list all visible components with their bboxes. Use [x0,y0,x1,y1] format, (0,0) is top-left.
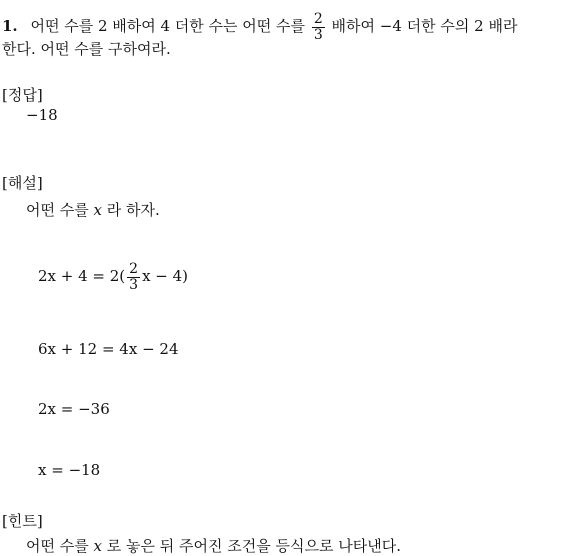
explanation-intro [26,199,160,220]
hint-text-after: 로 놓은 뒤 주어진 조건을 등식으로 나타낸다. [106,537,401,555]
question-line-2: 한다. 어떤 수를 구하여라. [2,40,171,58]
hint-text-before: 어떤 수를 [26,537,89,555]
equation-3: 2x = −36 [38,400,110,418]
explanation-heading: [해설] [2,174,43,192]
answer-heading: [정답] [2,86,43,104]
equation-1 [38,262,188,292]
explanation-intro-after: 라 하자. [106,201,160,219]
equation-4: x = −18 [38,461,101,479]
answer-value: −18 [26,106,58,124]
question-fraction [312,12,325,42]
question-number: 1. [2,17,18,36]
equation-1-fraction [127,262,140,292]
explanation-intro-variable: x [93,201,102,219]
equation-1-right: x − 4) [142,267,189,286]
question-text-part2: 배하여 −4 더한 수의 2 배라 [331,17,518,36]
equation-1-fraction-denominator: 3 [129,276,139,293]
equation-1-left: 2x + 4 = 2( [38,267,126,286]
question-fraction-numerator: 2 [313,11,323,27]
question-fraction-denominator: 3 [313,26,323,43]
explanation-intro-before: 어떤 수를 [26,201,89,219]
equation-2: 6x + 12 = 4x − 24 [38,340,179,358]
hint-variable: x [93,537,102,555]
equation-1-fraction-numerator: 2 [129,261,139,277]
hint-heading: [힌트] [2,512,43,530]
question-text-part1: 어떤 수를 2 배하여 4 더한 수는 어떤 수를 [30,17,306,36]
